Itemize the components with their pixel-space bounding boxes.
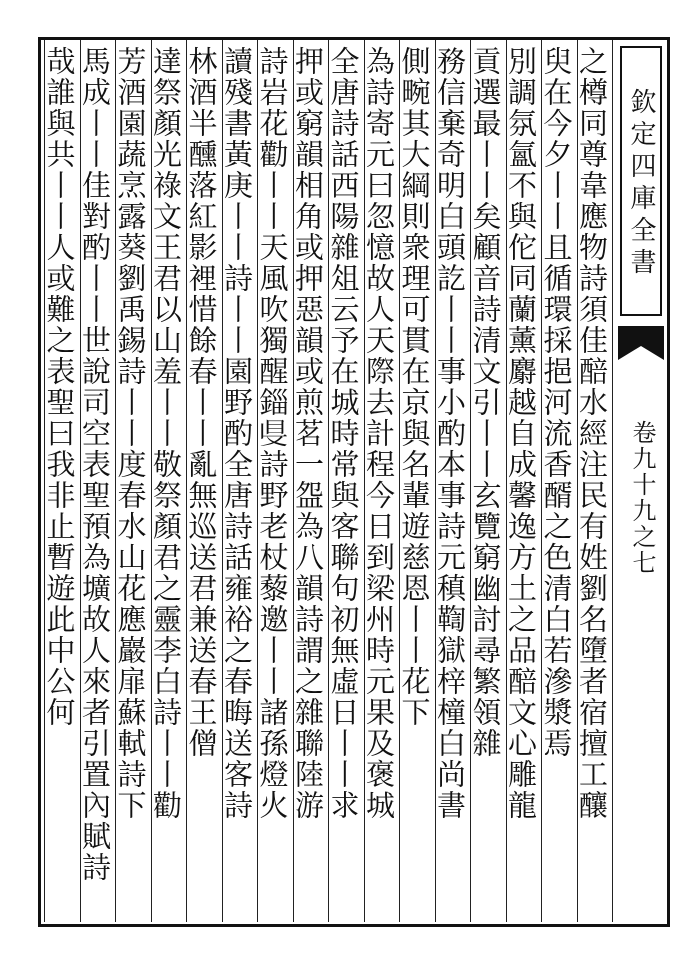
column-rule: [328, 40, 329, 922]
text-column: 押或窮韻相角或押惡韻或煎茗一盌為八韻詩謂之雜聯陸游: [291, 46, 325, 821]
text-column: 別調氛氳不與佗同蘭薰麝越自成馨逸方土之品醅文心雕龍: [504, 46, 538, 821]
volume-label: 卷九十九之七: [628, 420, 656, 576]
text-column: 讀殘書黃庚丨丨詩丨丨園野酌全唐詩話雍裕之春晦送客詩: [220, 46, 254, 821]
text-column: 為詩寄元曰忽憶故人天際去計程今日到梁州時元果及褒城: [362, 46, 396, 821]
column-rule: [541, 40, 542, 922]
text-column: 全唐詩話西陽雜俎云予在城時常與客聯句初無虛日丨丨求: [326, 46, 361, 821]
column-rule: [80, 40, 81, 922]
book-title: 欽定四庫全書: [620, 46, 662, 316]
text-column: 林酒半醺落紅影裡惜餘春丨丨亂無巡送君兼送春王僧: [184, 46, 219, 759]
column-rule: [506, 40, 507, 922]
column-rule: [186, 40, 187, 922]
text-column: 之樽同尊韋應物詩須佳醅水經注民有姓劉名墮者宿擅工釀: [575, 46, 609, 821]
column-rule: [364, 40, 365, 922]
fishtail-ornament: [618, 326, 664, 360]
text-column: 貢選最丨丨矣顧音詩清文引丨丨玄覽窮幽討尋繁領雜: [468, 46, 503, 759]
column-rule: [115, 40, 116, 922]
text-column: 芳酒園蔬烹露葵劉禹錫詩丨丨度春水山花應巖扉蘇軾詩下: [113, 46, 148, 821]
text-column: 臾在今夕丨丨且循環採挹河流香醑之色清白若滲漿焉: [539, 46, 574, 759]
column-rule: [257, 40, 258, 922]
column-rule: [470, 40, 471, 922]
text-column: 達祭顏光祿文王君以山羞丨丨敬祭顏君之靈李白詩丨丨勸: [149, 46, 183, 821]
text-column: 側畹其大綱則衆理可貫在京與名輩遊慈恩丨丨花下: [397, 46, 432, 728]
column-rule: [222, 40, 223, 922]
column-rule: [577, 40, 578, 922]
column-rule: [435, 40, 436, 922]
text-column: 務信棄奇明白頭訖丨丨事小酌本事詩元稹鞫獄梓橦白尚書: [433, 46, 467, 821]
text-column: 哉誰與共丨丨人或難之表聖曰我非止暫遊此中公何: [42, 46, 77, 728]
column-rule: [399, 40, 400, 922]
text-column: 詩岩花勸丨丨天風吹獨醒錙𥄁詩野老杖藜邀丨丨諸孫燈火: [255, 46, 290, 821]
page-edge: [616, 40, 666, 922]
column-rule: [44, 40, 45, 922]
text-column: 馬成丨丨佳對酌丨丨世說司空表聖預為壙故人來者引置內賦詩: [78, 46, 112, 883]
column-rule: [151, 40, 152, 922]
column-rule: [293, 40, 294, 922]
column-rule: [612, 40, 613, 922]
